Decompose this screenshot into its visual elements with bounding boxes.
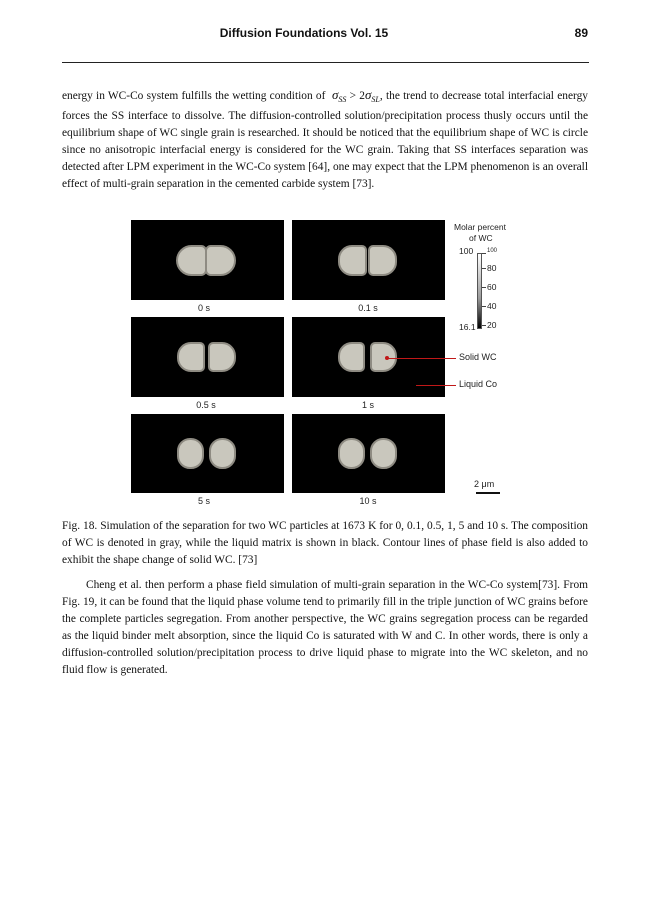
- label-liquid-co: Liquid Co: [459, 379, 498, 389]
- time-label-10s: 10 s: [359, 496, 377, 506]
- time-label-0.5s: 0.5 s: [196, 400, 216, 410]
- scale-bar: [476, 492, 500, 494]
- wc-grain-left: [338, 245, 367, 276]
- solid-wc-marker: [385, 356, 389, 360]
- legend-title-line2: of WC: [469, 233, 493, 243]
- sim-panel-5s: [131, 414, 284, 493]
- wc-grain-left: [176, 245, 207, 276]
- paragraph-1: [62, 86, 588, 194]
- sim-panel-10s: [292, 414, 445, 493]
- wc-grain-left: [177, 438, 204, 469]
- wc-grain-right: [205, 245, 236, 276]
- wc-grain-right: [370, 438, 397, 469]
- sim-panel-0.5s: [131, 317, 284, 397]
- sim-panel-0s: [131, 220, 284, 300]
- colorbar-tick-100: 100: [487, 248, 498, 254]
- time-label-0s: 0 s: [197, 303, 210, 313]
- wc-grain-right: [370, 342, 397, 372]
- journal-title: Diffusion Foundations Vol. 15: [219, 26, 389, 40]
- running-header: [0, 26, 650, 42]
- legend-title-line1: Molar percent: [454, 222, 506, 232]
- scale-bar-label: 2 μm: [474, 479, 495, 489]
- sim-panel-0.1s: [292, 220, 445, 300]
- paragraph-1-rest: the trend to decrease total interfacial energy forces the SS interface to dissolve. The diffusion-controlled solution/precipitation process thusly occurs until the equilibrium shape of WC single grain is researched. It should be noticed that the equilibrium shape of WC is circle since no anisotropic interfacial energy is considered for the WC grain. Taking that SS interfaces separation was detected after LPM experiment in the WC-Co system [64], one may expect that the LPM phenomenon is an overall effect of multi-grain separation in the cemented carbide system [73].: [62, 90, 589, 191]
- time-label-0.1s: 0.1 s: [358, 303, 378, 313]
- page-number: 89: [574, 26, 588, 40]
- paragraph-2: Cheng et al. then perform a phase field simulation of multi-grain separation in the WC-Co system[73]. From Fig. 19, it can be found that the liquid phase volume tend to primarily fill in the triple junction of WC grains before the complete particles segregation. From another perspective, the WC grains segregation process can be regarded as the liquid binder melt absorption, since the liquid Co is saturated with W and C. In other words, there is only a diffusion-controlled solution/precipitation process to drive liquid phase to migrate into the WC skeleton, and no fluid flow is generated.: [62, 579, 588, 677]
- figure-caption: Fig. 18. Simulation of the separation for two WC particles at 1673 K for 0, 0.1, 0.5, 1, 5 and 10 s. The composition of WC is denoted in gray, while the liquid matrix is shown in black. Contour lines of phase field is also added to exhibit the shape change of solid WC. [73]: [62, 520, 588, 567]
- label-solid-wc: Solid WC: [459, 352, 497, 362]
- colorbar-tick-20: 20: [487, 320, 497, 330]
- header-rule: [62, 62, 589, 63]
- wc-grain-right: [208, 342, 236, 372]
- colorbar-tick-80: 80: [487, 263, 497, 273]
- wetting-condition-formula: $\sigma_{SS} > 2\sigma_{SL}$,: [331, 87, 383, 104]
- time-label-1s: 1 s: [361, 400, 374, 410]
- colorbar-tick-40: 40: [487, 301, 497, 311]
- time-label-5s: 5 s: [197, 496, 210, 506]
- colorbar-tick-60: 60: [487, 282, 497, 292]
- solid-wc-leader: [388, 358, 456, 359]
- paragraph-1-lead: energy in WC-Co system fulfills the wetting condition of: [62, 90, 326, 102]
- colorbar: [477, 253, 482, 329]
- wc-grain-left: [338, 438, 365, 469]
- legend-min: 16.1: [459, 322, 476, 332]
- sim-panel-1s: [292, 317, 445, 397]
- wc-grain-right: [209, 438, 236, 469]
- wc-grain-left: [177, 342, 205, 372]
- wc-grain-right: [368, 245, 397, 276]
- wc-grain-left: [338, 342, 365, 372]
- liquid-co-leader: [416, 385, 456, 386]
- legend-max: 100: [459, 246, 474, 256]
